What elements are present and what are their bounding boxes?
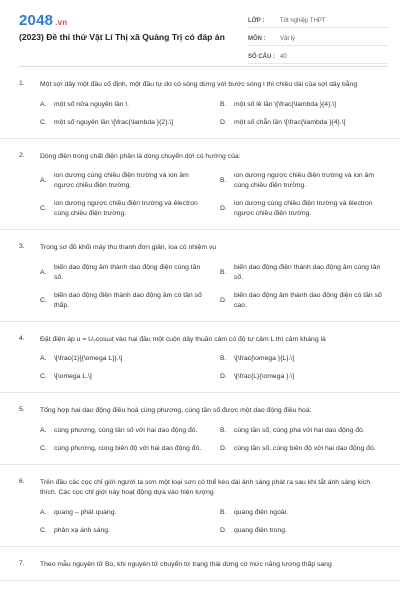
- meta-key: SỐ CÂU :: [248, 54, 275, 60]
- meta-value: 40: [280, 54, 287, 60]
- option-letter: A.: [40, 268, 47, 276]
- question-number: 3.: [19, 243, 25, 250]
- question-list: [0, 67, 400, 581]
- question-text: Trên đầu các cọc chỉ giới người ta sơn một loại sơn có thể kéo dài ánh sáng phát ra sau khi tắt ánh sáng kích thích. Các cọc chỉ giới này hoạt động dựa vào hiện tượng: [40, 478, 371, 496]
- page-header: [0, 0, 400, 66]
- option-text: một số lẻ lần \[\frac{\lambda }{4}.\]: [234, 100, 337, 108]
- option-c[interactable]: [40, 199, 208, 219]
- option-text: biến dao động âm thành dao động điện cùng tần số.: [54, 263, 201, 281]
- question-text: Tổng hợp hai dao động điều hoà cùng phương, cùng tần số được một dao động điều hoà:: [40, 407, 312, 414]
- option-text: phản xạ ánh sáng.: [54, 526, 110, 534]
- question-number: 4.: [19, 334, 25, 342]
- answer-options: [40, 354, 388, 382]
- option-letter: A.: [40, 355, 47, 362]
- question-5: [0, 393, 400, 465]
- question-number: 1.: [19, 80, 25, 87]
- option-a[interactable]: [40, 171, 208, 191]
- question-6: [0, 465, 400, 547]
- option-letter: A.: [40, 426, 47, 434]
- option-letter: C.: [40, 373, 47, 380]
- option-letter: D.: [220, 373, 227, 380]
- logo-suffix: .vn: [55, 18, 68, 27]
- option-text: một số nửa nguyên lần l.: [54, 100, 129, 108]
- meta-row-subject: [248, 28, 388, 46]
- option-text: \[\frac{1}{{\omega L}}.\]: [54, 355, 123, 362]
- option-letter: D.: [220, 296, 227, 304]
- option-c[interactable]: [40, 444, 208, 454]
- option-d[interactable]: [220, 372, 388, 382]
- option-c[interactable]: [40, 526, 208, 536]
- option-text: một số nguyên lần \[\frac{\lambda }{2}.\]: [54, 118, 174, 126]
- meta-value: Tốt nghiệp THPT: [280, 18, 326, 24]
- meta-row-class: [248, 10, 388, 28]
- option-d[interactable]: [220, 118, 388, 128]
- option-text: cùng tần số, cùng biên độ với hai dao động đó.: [234, 444, 376, 452]
- option-letter: C.: [40, 118, 47, 126]
- option-letter: C.: [40, 205, 47, 212]
- option-b[interactable]: [220, 171, 388, 191]
- option-d[interactable]: [220, 291, 388, 311]
- option-d[interactable]: [220, 199, 388, 219]
- question-text: Một sợi dây một đầu cố định, một đầu tự do có sóng dừng với bước sóng l thì chiều dài của sợi dây bằng: [40, 81, 358, 88]
- option-text: biến dao động điện thành dao động âm có tần số thấp.: [54, 291, 202, 309]
- meta-key: MÔN :: [248, 36, 266, 42]
- option-text: ion dương cùng chiều điện trường và êlectron ngược chiều điện trường.: [234, 200, 373, 217]
- question-text: Theo mẫu nguyên tử Bo, khi nguyên tử chuyển từ trạng thái dừng có mức năng lượng thấp sang: [40, 560, 332, 568]
- option-text: biến dao động âm thành dao động điện có tần số cao.: [234, 291, 382, 309]
- question-1: [0, 67, 400, 139]
- option-a[interactable]: [40, 263, 208, 283]
- site-logo[interactable]: [19, 12, 67, 29]
- option-b[interactable]: [220, 426, 388, 436]
- question-3: [0, 230, 400, 322]
- answer-options: [40, 263, 388, 311]
- option-b[interactable]: [220, 354, 388, 364]
- option-letter: B.: [220, 508, 227, 516]
- option-d[interactable]: [220, 526, 388, 536]
- option-a[interactable]: [40, 354, 208, 364]
- meta-value: Vật lý: [280, 36, 296, 42]
- question-number: 5.: [19, 406, 25, 413]
- option-letter: B.: [220, 426, 227, 434]
- question-number: 2.: [19, 151, 25, 159]
- option-c[interactable]: [40, 118, 208, 128]
- option-letter: B.: [220, 100, 227, 108]
- option-c[interactable]: [40, 291, 208, 311]
- question-text: Dòng điện trong chất điện phân là dòng chuyển dời có hướng của:: [40, 152, 241, 160]
- option-letter: A.: [40, 100, 47, 108]
- option-text: biến dao động điện thành dao động âm cùng tần số.: [234, 263, 381, 281]
- option-d[interactable]: [220, 444, 388, 454]
- option-text: \[\omega L.\]: [54, 373, 92, 380]
- option-letter: B.: [220, 355, 227, 362]
- question-2: [0, 139, 400, 231]
- option-text: quang điện ngoài.: [234, 508, 289, 516]
- option-b[interactable]: [220, 508, 388, 518]
- option-text: cùng phương, cùng tần số với hai dao động đó.: [54, 426, 198, 434]
- option-letter: B.: [220, 268, 227, 276]
- option-text: ion dương ngược chiều điện trường và ion âm cùng chiều điện trường.: [234, 172, 374, 189]
- exam-title: (2023) Đề thi thử Vật Lí Thị xã Quảng Trị có đáp án: [19, 32, 225, 42]
- option-text: quang điện trong.: [234, 526, 287, 534]
- option-letter: B.: [220, 177, 227, 184]
- question-text: Trong sơ đồ khối máy thu thanh đơn giản, loa có nhiệm vụ: [40, 244, 217, 251]
- option-text: cùng tần số, cùng pha với hai dao động đó.: [234, 426, 365, 434]
- option-letter: C.: [40, 296, 47, 304]
- option-letter: A.: [40, 177, 47, 184]
- option-a[interactable]: [40, 426, 208, 436]
- question-7: [0, 547, 400, 582]
- option-b[interactable]: [220, 263, 388, 283]
- option-text: \[\frac{L}{\omega }.\]: [234, 373, 295, 380]
- option-text: một số chẵn lần \[\frac{\lambda }{4}.\]: [234, 118, 346, 126]
- answer-options: [40, 508, 388, 536]
- question-text: Đặt điện áp u = U₀cosωt vào hai đầu một cuộn dây thuần cảm có độ tự cảm L thì cảm kháng là: [40, 335, 326, 343]
- option-letter: C.: [40, 444, 47, 452]
- option-letter: D.: [220, 118, 227, 126]
- answer-options: [40, 100, 388, 128]
- question-number: 6.: [19, 477, 25, 485]
- option-text: quang – phát quang.: [54, 508, 117, 516]
- exam-meta: [248, 10, 388, 64]
- option-letter: D.: [220, 205, 227, 212]
- option-letter: D.: [220, 444, 227, 452]
- option-text: ion dương cùng chiều điện trường và ion âm ngược chiều điện trường.: [54, 172, 189, 189]
- option-text: ion dương ngược chiều điện trường và êlectron cùng chiều điện trường.: [54, 200, 198, 217]
- question-number: 7.: [19, 559, 25, 567]
- option-b[interactable]: [220, 100, 388, 110]
- meta-key: LỚP :: [248, 18, 265, 24]
- option-letter: C.: [40, 526, 47, 534]
- meta-row-count: [248, 46, 388, 64]
- question-4: [0, 322, 400, 394]
- answer-options: [40, 171, 388, 219]
- option-text: cùng phương, cùng biên độ với hai dao động đó.: [54, 444, 202, 452]
- option-text: \[\frac{\omega }{L}.\]: [234, 355, 295, 362]
- answer-options: [40, 426, 388, 454]
- logo-main: 2048: [19, 12, 54, 29]
- option-c[interactable]: [40, 372, 208, 382]
- option-letter: A.: [40, 508, 47, 516]
- option-letter: D.: [220, 526, 227, 534]
- option-a[interactable]: [40, 100, 208, 110]
- option-a[interactable]: [40, 508, 208, 518]
